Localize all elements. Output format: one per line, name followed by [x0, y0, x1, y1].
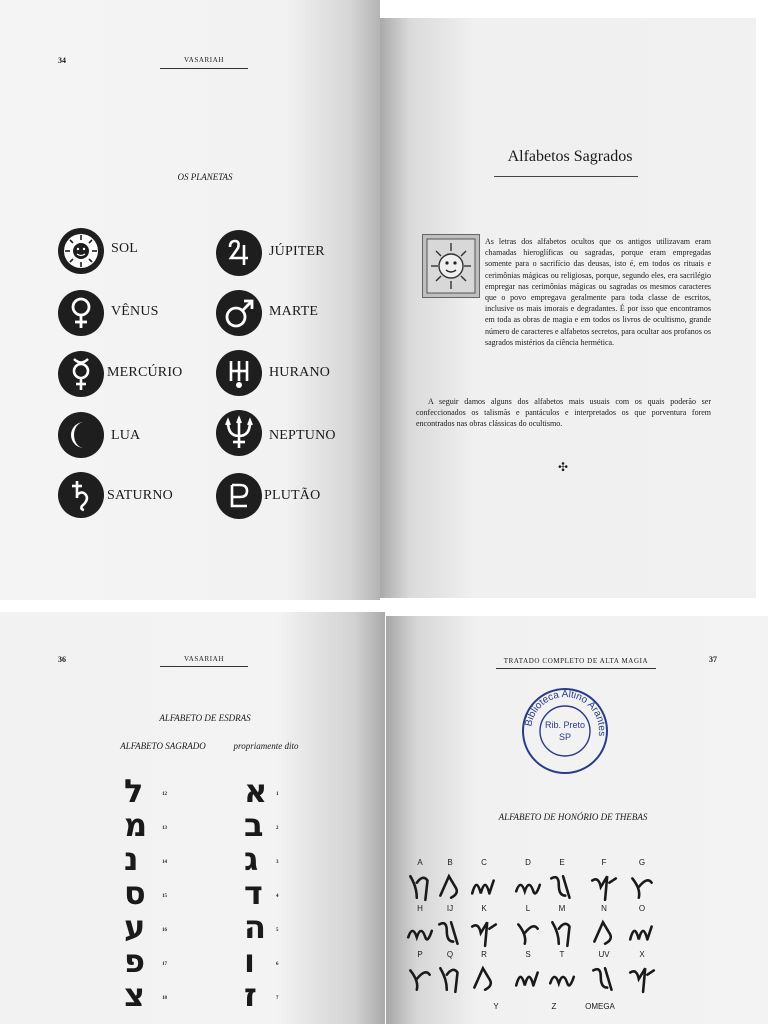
- latin-letter-label: B: [447, 858, 453, 867]
- alphabet-heading: ALFABETO DE HONÓRIO DE THEBAS: [498, 812, 648, 822]
- chapter-paragraph-2: [416, 396, 711, 430]
- theban-glyph-icon: [590, 872, 618, 902]
- hebrew-letter: פ: [124, 942, 146, 980]
- paragraph-text: A seguir damos alguns dos alfabetos mais usuais com os quais poderão ser confeccionados os talismãs e pantáculos e interpretados os que porventura forem encontrados nas obras clássicas do ocultismo.: [416, 397, 711, 429]
- sun-icon: [58, 228, 104, 274]
- theban-glyph-icon: [590, 918, 618, 948]
- latin-letter-label: OMEGA: [585, 1002, 615, 1011]
- latin-letter-label: A: [417, 858, 423, 867]
- theban-glyph-icon: [470, 964, 498, 994]
- stamp-line-1: Rib. Preto: [544, 720, 586, 730]
- latin-letter-label: UV: [598, 950, 610, 959]
- theban-glyph-icon: [514, 872, 542, 902]
- letter-index: 6: [276, 962, 279, 967]
- latin-letter-label: N: [601, 904, 607, 913]
- hebrew-letter: נ: [124, 840, 139, 878]
- theban-glyph-icon: [436, 872, 464, 902]
- latin-letter-label: X: [639, 950, 645, 959]
- ornament-icon: ✣: [558, 460, 569, 474]
- running-head-rule: [160, 68, 248, 69]
- letter-index: 14: [162, 860, 167, 865]
- library-stamp: [518, 684, 612, 778]
- mercury-symbol-icon: [58, 351, 104, 397]
- letter-index: 5: [276, 928, 279, 933]
- section-title: OS PLANETAS: [177, 172, 233, 182]
- latin-letter-label: H: [417, 904, 423, 913]
- chapter-title: Alfabetos Sagrados: [507, 148, 633, 165]
- hebrew-letter: מ: [124, 806, 148, 844]
- hebrew-letter: ד: [244, 874, 263, 912]
- moon-symbol-icon: [58, 412, 104, 458]
- theban-glyph-icon: [406, 964, 434, 994]
- sun-face-drop-cap-icon: [422, 234, 480, 298]
- stamp-arc-text: Biblioteca Altino Arantes: [523, 688, 608, 737]
- theban-glyph-icon: [436, 964, 464, 994]
- alphabet-subheading: ALFABETO SAGRADO: [120, 741, 206, 751]
- planet-label: HURANO: [269, 365, 331, 380]
- latin-letter-label: M: [558, 904, 566, 913]
- theban-glyph-icon: [590, 964, 618, 994]
- letter-index: 17: [162, 962, 167, 967]
- latin-letter-label: Z: [551, 1002, 557, 1011]
- running-head: VASARIAH: [183, 655, 225, 663]
- saturn-symbol-icon: [58, 472, 104, 518]
- letter-index: 7: [276, 996, 279, 1001]
- planet-label: JÚPITER: [269, 244, 325, 259]
- letter-index: 4: [276, 894, 279, 899]
- letter-index: 16: [162, 928, 167, 933]
- chapter-page: [380, 18, 756, 598]
- latin-letter-label: R: [481, 950, 487, 959]
- planet-label: VÊNUS: [111, 304, 159, 319]
- jupiter-symbol-icon: [216, 230, 262, 276]
- planet-label: SATURNO: [107, 488, 173, 503]
- planet-label: PLUTÃO: [264, 488, 321, 503]
- letter-index: 2: [276, 826, 279, 831]
- theban-glyph-icon: [436, 918, 464, 948]
- letter-index: 3: [276, 860, 279, 865]
- hebrew-letter: ג: [244, 840, 259, 878]
- theban-glyph-icon: [628, 918, 656, 948]
- page-36: [0, 612, 385, 1024]
- alphabet-heading: ALFABETO DE ESDRAS: [159, 713, 251, 723]
- theban-glyph-icon: [514, 918, 542, 948]
- running-head-rule: [496, 668, 656, 669]
- letter-index: 13: [162, 826, 167, 831]
- hebrew-letter: ב: [244, 806, 264, 844]
- planet-label: MARTE: [269, 304, 319, 319]
- hebrew-letter: ו: [244, 942, 255, 980]
- page-number: 36: [58, 655, 66, 664]
- letter-index: 18: [162, 996, 167, 1001]
- neptune-symbol-icon: [216, 410, 262, 456]
- hebrew-letter: ל: [124, 772, 144, 810]
- theban-glyph-icon: [548, 918, 576, 948]
- planet-label: LUA: [111, 428, 141, 443]
- latin-letter-label: T: [559, 950, 565, 959]
- letter-index: 15: [162, 894, 167, 899]
- latin-letter-label: IJ: [446, 904, 454, 913]
- hebrew-letter: ע: [124, 908, 146, 946]
- hebrew-letter: א: [244, 772, 268, 810]
- page-number: 34: [58, 56, 66, 65]
- latin-letter-label: C: [481, 858, 487, 867]
- latin-letter-label: D: [525, 858, 531, 867]
- planet-label: NEPTUNO: [269, 428, 336, 443]
- theban-glyph-icon: [548, 872, 576, 902]
- chapter-paragraph-1: [485, 236, 711, 348]
- chapter-title-rule: [494, 176, 638, 177]
- latin-letter-label: E: [559, 858, 565, 867]
- page-number: 37: [709, 655, 717, 664]
- paragraph-text: As letras dos alfabetos ocultos que os antigos utilizavam eram chamadas hieroglíficas ou sagradas, porque eram empregadas somente para o sacrifício das deusas, isto é, em todos os rituais e cerimônias mágicas ou religiosas, porque, segundo eles, era sacrilégio empregar nas cerimônias mágicas ou sagradas os mesmos caracteres que o povo empregava geralmente para toda classe de escritos, inclusive os mais imorais e degradantes. É por isso que encontramos em toda as obras de magia e em todos os livros de ocultismo, grande número de caracteres e alfabetos secretos, para ocultar aos profanos os sagrados mistérios da ciência hermética.: [485, 237, 711, 347]
- page-37: [386, 616, 768, 1024]
- hebrew-letter: ז: [244, 976, 257, 1014]
- planet-label: MERCÚRIO: [107, 365, 183, 380]
- theban-glyph-icon: [470, 872, 498, 902]
- latin-letter-label: P: [417, 950, 423, 959]
- page-34: [0, 0, 380, 600]
- hebrew-letter: ס: [124, 874, 146, 912]
- latin-letter-label: Q: [446, 950, 454, 959]
- pluto-symbol-icon: [216, 473, 262, 519]
- running-head-rule: [160, 666, 248, 667]
- latin-letter-label: F: [601, 858, 607, 867]
- theban-glyph-icon: [514, 964, 542, 994]
- theban-glyph-icon: [470, 918, 498, 948]
- alphabet-subheading-note: propriamente dito: [233, 741, 299, 751]
- latin-letter-label: O: [638, 904, 646, 913]
- stamp-line-2: SP: [558, 732, 572, 742]
- venus-symbol-icon: [58, 290, 104, 336]
- latin-letter-label: K: [481, 904, 487, 913]
- theban-glyph-icon: [628, 872, 656, 902]
- hebrew-letter: צ: [124, 976, 145, 1014]
- theban-glyph-icon: [548, 964, 576, 994]
- mars-symbol-icon: [216, 290, 262, 336]
- latin-letter-label: G: [638, 858, 646, 867]
- letter-index: 12: [162, 792, 167, 797]
- latin-letter-label: L: [525, 904, 531, 913]
- theban-glyph-icon: [406, 872, 434, 902]
- latin-letter-label: Y: [493, 1002, 499, 1011]
- theban-glyph-icon: [406, 918, 434, 948]
- running-head: VASARIAH: [183, 56, 225, 64]
- latin-letter-label: S: [525, 950, 531, 959]
- uranus-symbol-icon: [216, 350, 262, 396]
- planet-label: SOL: [111, 241, 139, 256]
- running-head: TRATADO COMPLETO DE ALTA MAGIA: [503, 657, 649, 665]
- theban-glyph-icon: [628, 964, 656, 994]
- letter-index: 1: [276, 792, 279, 797]
- hebrew-letter: ה: [244, 908, 266, 946]
